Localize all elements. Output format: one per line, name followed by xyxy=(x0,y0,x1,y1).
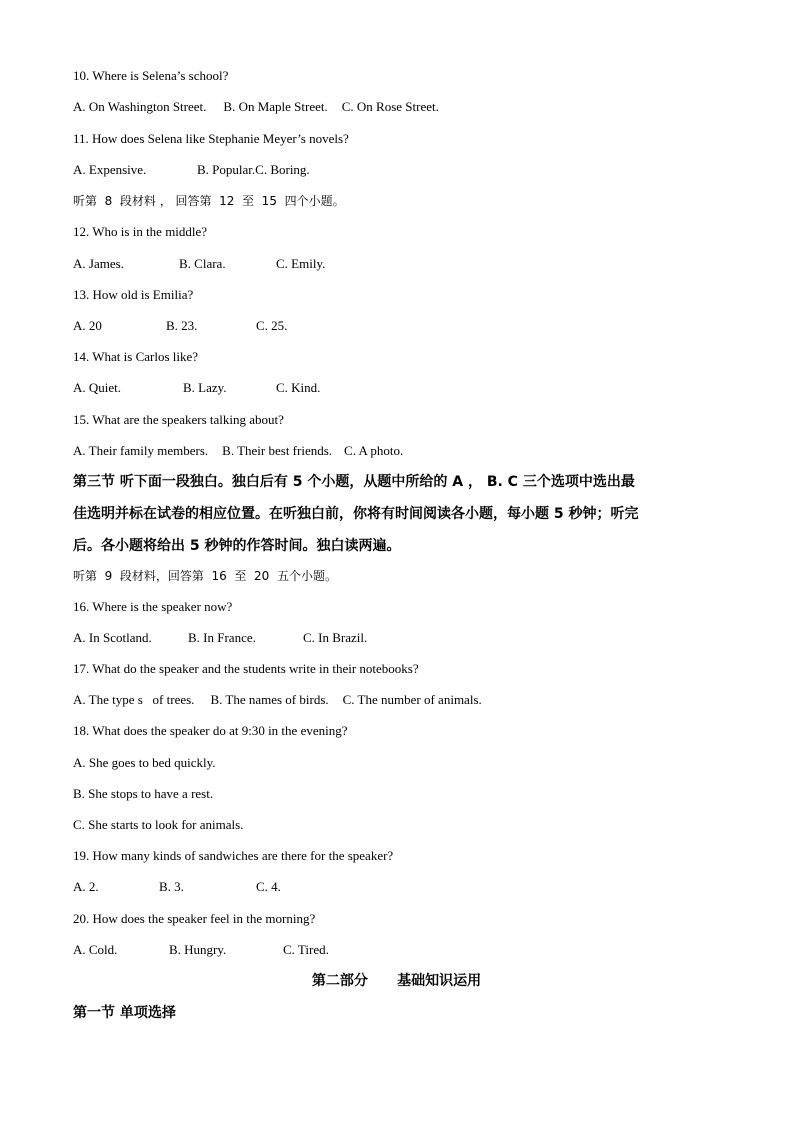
question-19-stem: 19. How many kinds of sandwiches are there for the speaker? xyxy=(73,848,394,863)
question-17-stem: 17. What do the speaker and the students write in their notebooks? xyxy=(73,661,419,676)
question-16-options xyxy=(73,630,367,646)
question-10-stem: 10. Where is Selena’s school? xyxy=(73,68,229,83)
question-14-stem: 14. What is Carlos like? xyxy=(73,349,199,364)
question-20-stem: 20. How does the speaker feel in the morning? xyxy=(73,911,316,926)
question-15-stem: 15. What are the speakers talking about? xyxy=(73,412,284,427)
question-20-options xyxy=(73,942,329,958)
section-3-instruction-line-1: 第三节 听下面一段独白。独白后有 5 个小题，从题中所给的 A ， B. C 三个选项中选出最 xyxy=(73,474,635,490)
question-18-stem: 18. What does the speaker do at 9:30 in the evening? xyxy=(73,723,348,738)
option-c: C. Emily. xyxy=(276,256,326,271)
option-a: A. 2. xyxy=(73,879,99,894)
option-b: B. Their best friends. xyxy=(222,443,333,458)
option-c: C. 25. xyxy=(256,318,288,333)
option-c: C. The number of animals. xyxy=(342,692,482,707)
option-b: B. In France. xyxy=(188,630,256,645)
question-13-stem: 13. How old is Emilia? xyxy=(73,287,194,302)
option-c: C. On Rose Street. xyxy=(341,99,439,114)
question-17-options xyxy=(73,692,482,708)
option-a: A. The type s of trees. xyxy=(73,692,195,707)
option-b: B. 3. xyxy=(159,879,184,894)
option-c: C. A photo. xyxy=(344,443,404,458)
option-b: B. Lazy. xyxy=(183,380,227,395)
question-18-option-b: B. She stops to have a rest. xyxy=(73,786,214,801)
question-11-options xyxy=(73,162,310,178)
question-16-stem: 16. Where is the speaker now? xyxy=(73,599,233,614)
question-18-option-a: A. She goes to bed quickly. xyxy=(73,755,216,770)
option-c: C. 4. xyxy=(256,879,281,894)
option-b: B. On Maple Street. xyxy=(223,99,328,114)
option-b: B. 23. xyxy=(166,318,198,333)
listening-intro-9: 听第 9 段材料，回答第 16 至 20 五个小题。 xyxy=(73,569,337,583)
option-c: C. In Brazil. xyxy=(303,630,368,645)
option-c: C. Kind. xyxy=(276,380,321,395)
listening-intro-8: 听第 8 段材料 ， 回答第 12 至 15 四个小题。 xyxy=(73,194,345,208)
option-a: A. In Scotland. xyxy=(73,630,152,645)
option-a: A. 20 xyxy=(73,318,102,333)
option-c: C. Tired. xyxy=(283,942,329,957)
question-12-options xyxy=(73,256,325,272)
section-1-heading: 第一节 单项选择 xyxy=(73,1005,176,1021)
section-3-instruction-line-3: 后。各小题将给出 5 秒钟的作答时间。独白读两遍。 xyxy=(73,538,401,554)
option-b: B. The names of birds. xyxy=(210,692,329,707)
option-b: B. Clara. xyxy=(179,256,226,271)
section-3-instruction-line-2: 佳选明并标在试卷的相应位置。在听独白前，你将有时间阅读各小题，每小题 5 秒钟；听完 xyxy=(73,506,639,522)
question-10-options xyxy=(73,99,439,115)
question-19-options xyxy=(73,879,281,895)
option-a: A. Expensive. xyxy=(73,162,147,177)
question-14-options xyxy=(73,380,320,396)
option-a: A. James. xyxy=(73,256,124,271)
question-11-stem: 11. How does Selena like Stephanie Meyer’s novels? xyxy=(73,131,349,146)
option-a: A. On Washington Street. xyxy=(73,99,207,114)
option-bc: B. Popular.C. Boring. xyxy=(197,162,310,177)
option-a: A. Their family members. xyxy=(73,443,209,458)
question-13-options xyxy=(73,318,287,334)
part-2-heading: 第二部分 基础知识运用 xyxy=(311,973,482,989)
option-a: A. Cold. xyxy=(73,942,118,957)
option-a: A. Quiet. xyxy=(73,380,122,395)
question-18-option-c: C. She starts to look for animals. xyxy=(73,817,244,832)
option-b: B. Hungry. xyxy=(169,942,227,957)
question-12-stem: 12. Who is in the middle? xyxy=(73,224,208,239)
question-15-options xyxy=(73,443,403,459)
